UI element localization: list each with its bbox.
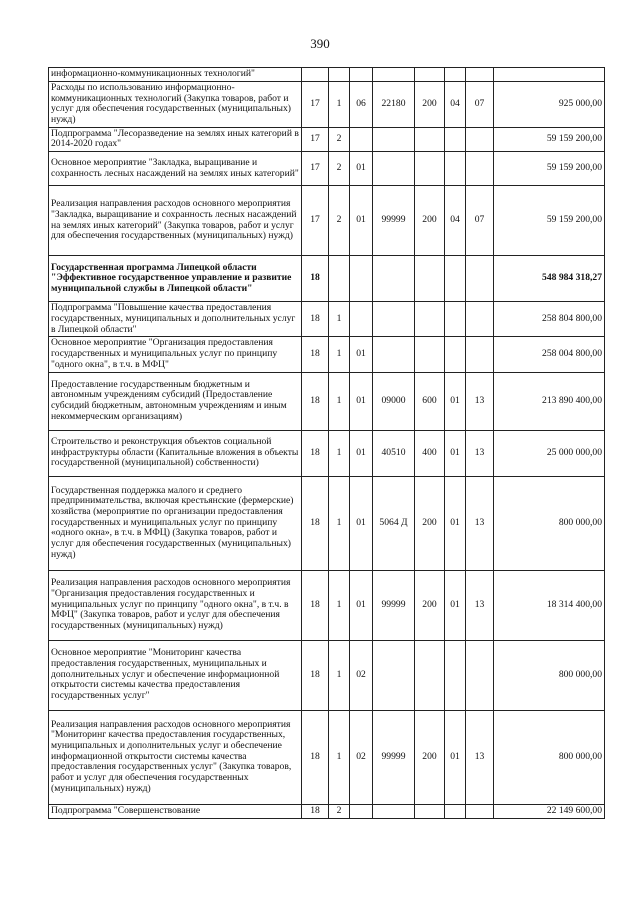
- row-name-cell: Основное мероприятие "Мониторинг качества предоставления государственных, муниципальных и дополнительных услуг и обеспечение информационной открытости системы качества предоставления государственных услуг": [49, 640, 302, 710]
- row-name-cell: Реализация направления расходов основного мероприятия "Закладка, выращивание и сохранность лесных насаждений на землях иных категорий" (Закупка товаров, работ и услуг для обеспечения государственных (муниципальных) нужд): [49, 186, 302, 256]
- row-amount-cell: 925 000,00: [494, 81, 605, 127]
- row-code-cell-c6: 04: [445, 81, 466, 127]
- row-code-cell-c4: [373, 302, 415, 337]
- row-code-cell-c5: [415, 640, 445, 710]
- row-code-cell-c1: 18: [302, 372, 329, 430]
- row-amount-cell: 213 890 400,00: [494, 372, 605, 430]
- row-code-cell-c3: 01: [350, 372, 373, 430]
- row-code-cell-c7: 13: [466, 570, 494, 640]
- row-code-cell-c3: [350, 256, 373, 302]
- row-amount-cell: 258 804 800,00: [494, 302, 605, 337]
- row-amount-cell: 18 314 400,00: [494, 570, 605, 640]
- row-code-cell-c2: 1: [329, 302, 350, 337]
- row-code-cell-c3: 01: [350, 476, 373, 570]
- row-code-cell-c5: [415, 127, 445, 151]
- budget-table: [48, 67, 605, 819]
- table-row: [49, 640, 605, 710]
- row-code-cell-c1: 18: [302, 337, 329, 372]
- row-code-cell-c4: 99999: [373, 570, 415, 640]
- row-code-cell-c2: 1: [329, 81, 350, 127]
- row-code-cell-c4: [373, 127, 415, 151]
- row-code-cell-c6: 04: [445, 186, 466, 256]
- row-code-cell-c6: [445, 640, 466, 710]
- row-amount-cell: 22 149 600,00: [494, 804, 605, 818]
- row-code-cell-c3: [350, 804, 373, 818]
- row-name-cell: Строительство и реконструкция объектов социальной инфраструктуры области (Капитальные вложения в объекты государственной (муниципальной) собственности): [49, 430, 302, 476]
- table-row: [49, 710, 605, 804]
- table-row: [49, 256, 605, 302]
- row-code-cell-c2: 1: [329, 337, 350, 372]
- row-code-cell-c1: 17: [302, 81, 329, 127]
- row-code-cell-c2: 2: [329, 804, 350, 818]
- row-code-cell-c2: [329, 68, 350, 82]
- row-code-cell-c2: 1: [329, 710, 350, 804]
- row-code-cell-c6: [445, 127, 466, 151]
- row-code-cell-c6: [445, 68, 466, 82]
- row-name-cell: Подпрограмма "Совершенствование: [49, 804, 302, 818]
- row-code-cell-c1: 18: [302, 256, 329, 302]
- row-code-cell-c5: [415, 302, 445, 337]
- row-code-cell-c1: 18: [302, 640, 329, 710]
- row-name-cell: Реализация направления расходов основного мероприятия "Мониторинг качества предоставления государственных, муниципальных и дополнительных услуг и обеспечение информационной открытости системы качества предоставления государственных услуг" (Закупка товаров, работ и услуг для обеспечения государственных (муниципальных) нужд): [49, 710, 302, 804]
- row-code-cell-c2: 2: [329, 152, 350, 186]
- row-code-cell-c2: 2: [329, 186, 350, 256]
- table-row: [49, 430, 605, 476]
- row-code-cell-c7: [466, 302, 494, 337]
- page-number: 390: [310, 36, 330, 51]
- table-row: [49, 68, 605, 82]
- row-name-cell: Государственная поддержка малого и среднего предпринимательства, включая крестьянские (фермерские) хозяйства (мероприятие по организации предоставления государственных и муниципальных услуг по принципу «одного окна», в т.ч. в МФЦ) (Закупка товаров, работ и услуг для обеспечения государственных (муниципальных) нужд): [49, 476, 302, 570]
- row-code-cell-c4: [373, 804, 415, 818]
- row-code-cell-c5: 200: [415, 710, 445, 804]
- row-code-cell-c5: [415, 256, 445, 302]
- row-code-cell-c4: [373, 68, 415, 82]
- row-code-cell-c6: 01: [445, 710, 466, 804]
- row-amount-cell: 800 000,00: [494, 476, 605, 570]
- row-amount-cell: 548 984 318,27: [494, 256, 605, 302]
- row-code-cell-c2: 1: [329, 372, 350, 430]
- row-name-cell: Государственная программа Липецкой области "Эффективное государственное управление и развитие муниципальной службы в Липецкой области": [49, 256, 302, 302]
- row-name-cell: Реализация направления расходов основного мероприятия "Организация предоставления государственных и муниципальных услуг по принципу "одного окна", в т.ч. в МФЦ" (Закупка товаров, работ и услуг для обеспечения государственных (муниципальных) нужд): [49, 570, 302, 640]
- row-code-cell-c1: [302, 68, 329, 82]
- row-code-cell-c3: 01: [350, 152, 373, 186]
- row-code-cell-c5: [415, 152, 445, 186]
- row-code-cell-c1: 17: [302, 127, 329, 151]
- row-code-cell-c1: 17: [302, 186, 329, 256]
- row-code-cell-c7: 13: [466, 372, 494, 430]
- row-code-cell-c6: [445, 302, 466, 337]
- row-code-cell-c5: [415, 337, 445, 372]
- row-name-cell: Основное мероприятие "Закладка, выращивание и сохранность лесных насаждений на землях иных категорий": [49, 152, 302, 186]
- row-code-cell-c2: 1: [329, 476, 350, 570]
- table-row: [49, 570, 605, 640]
- row-code-cell-c4: 40510: [373, 430, 415, 476]
- row-code-cell-c1: 17: [302, 152, 329, 186]
- row-code-cell-c5: 400: [415, 430, 445, 476]
- row-code-cell-c6: 01: [445, 372, 466, 430]
- row-amount-cell: 258 004 800,00: [494, 337, 605, 372]
- row-code-cell-c3: [350, 68, 373, 82]
- row-name-cell: Подпрограмма "Повышение качества предоставления государственных, муниципальных и дополнительных услуг в Липецкой области": [49, 302, 302, 337]
- row-code-cell-c5: [415, 68, 445, 82]
- row-code-cell-c6: [445, 337, 466, 372]
- table-row: [49, 302, 605, 337]
- row-code-cell-c7: 07: [466, 81, 494, 127]
- row-code-cell-c6: [445, 256, 466, 302]
- row-name-cell: Расходы по использованию информационно-коммуникационных технологий (Закупка товаров, работ и услуг для обеспечения государственных (муниципальных) нужд): [49, 81, 302, 127]
- row-code-cell-c3: 01: [350, 430, 373, 476]
- row-name-cell: Подпрограмма "Лесоразведение на землях иных категорий в 2014-2020 годах": [49, 127, 302, 151]
- row-name-cell: Основное мероприятие "Организация предоставления государственных и муниципальных услуг по принципу "одного окна", в т.ч. в МФЦ": [49, 337, 302, 372]
- table-row: [49, 152, 605, 186]
- table-row: [49, 337, 605, 372]
- row-code-cell-c2: 2: [329, 127, 350, 151]
- table-row: [49, 476, 605, 570]
- row-code-cell-c6: [445, 804, 466, 818]
- row-code-cell-c3: 01: [350, 186, 373, 256]
- row-code-cell-c4: 5064 Д: [373, 476, 415, 570]
- row-code-cell-c7: 13: [466, 710, 494, 804]
- row-code-cell-c7: 13: [466, 430, 494, 476]
- row-code-cell-c5: 200: [415, 570, 445, 640]
- row-code-cell-c2: [329, 256, 350, 302]
- row-code-cell-c7: 07: [466, 186, 494, 256]
- table-row: [49, 372, 605, 430]
- row-code-cell-c1: 18: [302, 570, 329, 640]
- row-code-cell-c3: [350, 127, 373, 151]
- row-code-cell-c6: 01: [445, 476, 466, 570]
- row-code-cell-c7: [466, 804, 494, 818]
- row-amount-cell: 25 000 000,00: [494, 430, 605, 476]
- row-code-cell-c7: [466, 640, 494, 710]
- row-code-cell-c7: [466, 256, 494, 302]
- row-code-cell-c2: 1: [329, 570, 350, 640]
- table-row: [49, 81, 605, 127]
- row-amount-cell: 59 159 200,00: [494, 152, 605, 186]
- row-amount-cell: [494, 68, 605, 82]
- row-code-cell-c1: 18: [302, 430, 329, 476]
- row-code-cell-c7: [466, 152, 494, 186]
- row-name-cell: Предоставление государственным бюджетным и автономным учреждениям субсидий (Предоставление субсидий бюджетным, автономным учреждениям и иным некоммерческим организациям): [49, 372, 302, 430]
- row-code-cell-c7: [466, 127, 494, 151]
- row-code-cell-c6: 01: [445, 570, 466, 640]
- row-name-cell: информационно-коммуникационных технологий": [49, 68, 302, 82]
- table-row: [49, 127, 605, 151]
- row-code-cell-c1: 18: [302, 804, 329, 818]
- row-code-cell-c4: [373, 640, 415, 710]
- row-code-cell-c5: 200: [415, 186, 445, 256]
- row-code-cell-c3: 01: [350, 337, 373, 372]
- row-code-cell-c1: 18: [302, 302, 329, 337]
- row-code-cell-c4: 22180: [373, 81, 415, 127]
- row-code-cell-c4: [373, 256, 415, 302]
- row-code-cell-c4: 09000: [373, 372, 415, 430]
- row-amount-cell: 800 000,00: [494, 640, 605, 710]
- row-code-cell-c7: [466, 337, 494, 372]
- row-code-cell-c3: [350, 302, 373, 337]
- row-amount-cell: 800 000,00: [494, 710, 605, 804]
- row-code-cell-c3: 02: [350, 640, 373, 710]
- row-amount-cell: 59 159 200,00: [494, 127, 605, 151]
- row-code-cell-c7: [466, 68, 494, 82]
- row-code-cell-c3: 02: [350, 710, 373, 804]
- row-code-cell-c3: 01: [350, 570, 373, 640]
- row-code-cell-c5: 200: [415, 81, 445, 127]
- row-amount-cell: 59 159 200,00: [494, 186, 605, 256]
- table-row: [49, 186, 605, 256]
- row-code-cell-c5: 600: [415, 372, 445, 430]
- row-code-cell-c1: 18: [302, 476, 329, 570]
- row-code-cell-c4: 99999: [373, 186, 415, 256]
- row-code-cell-c2: 1: [329, 430, 350, 476]
- row-code-cell-c4: [373, 152, 415, 186]
- row-code-cell-c4: 99999: [373, 710, 415, 804]
- row-code-cell-c1: 18: [302, 710, 329, 804]
- row-code-cell-c5: [415, 804, 445, 818]
- row-code-cell-c5: 200: [415, 476, 445, 570]
- row-code-cell-c2: 1: [329, 640, 350, 710]
- row-code-cell-c6: [445, 152, 466, 186]
- row-code-cell-c7: 13: [466, 476, 494, 570]
- table-row: [49, 804, 605, 818]
- row-code-cell-c4: [373, 337, 415, 372]
- row-code-cell-c3: 06: [350, 81, 373, 127]
- row-code-cell-c6: 01: [445, 430, 466, 476]
